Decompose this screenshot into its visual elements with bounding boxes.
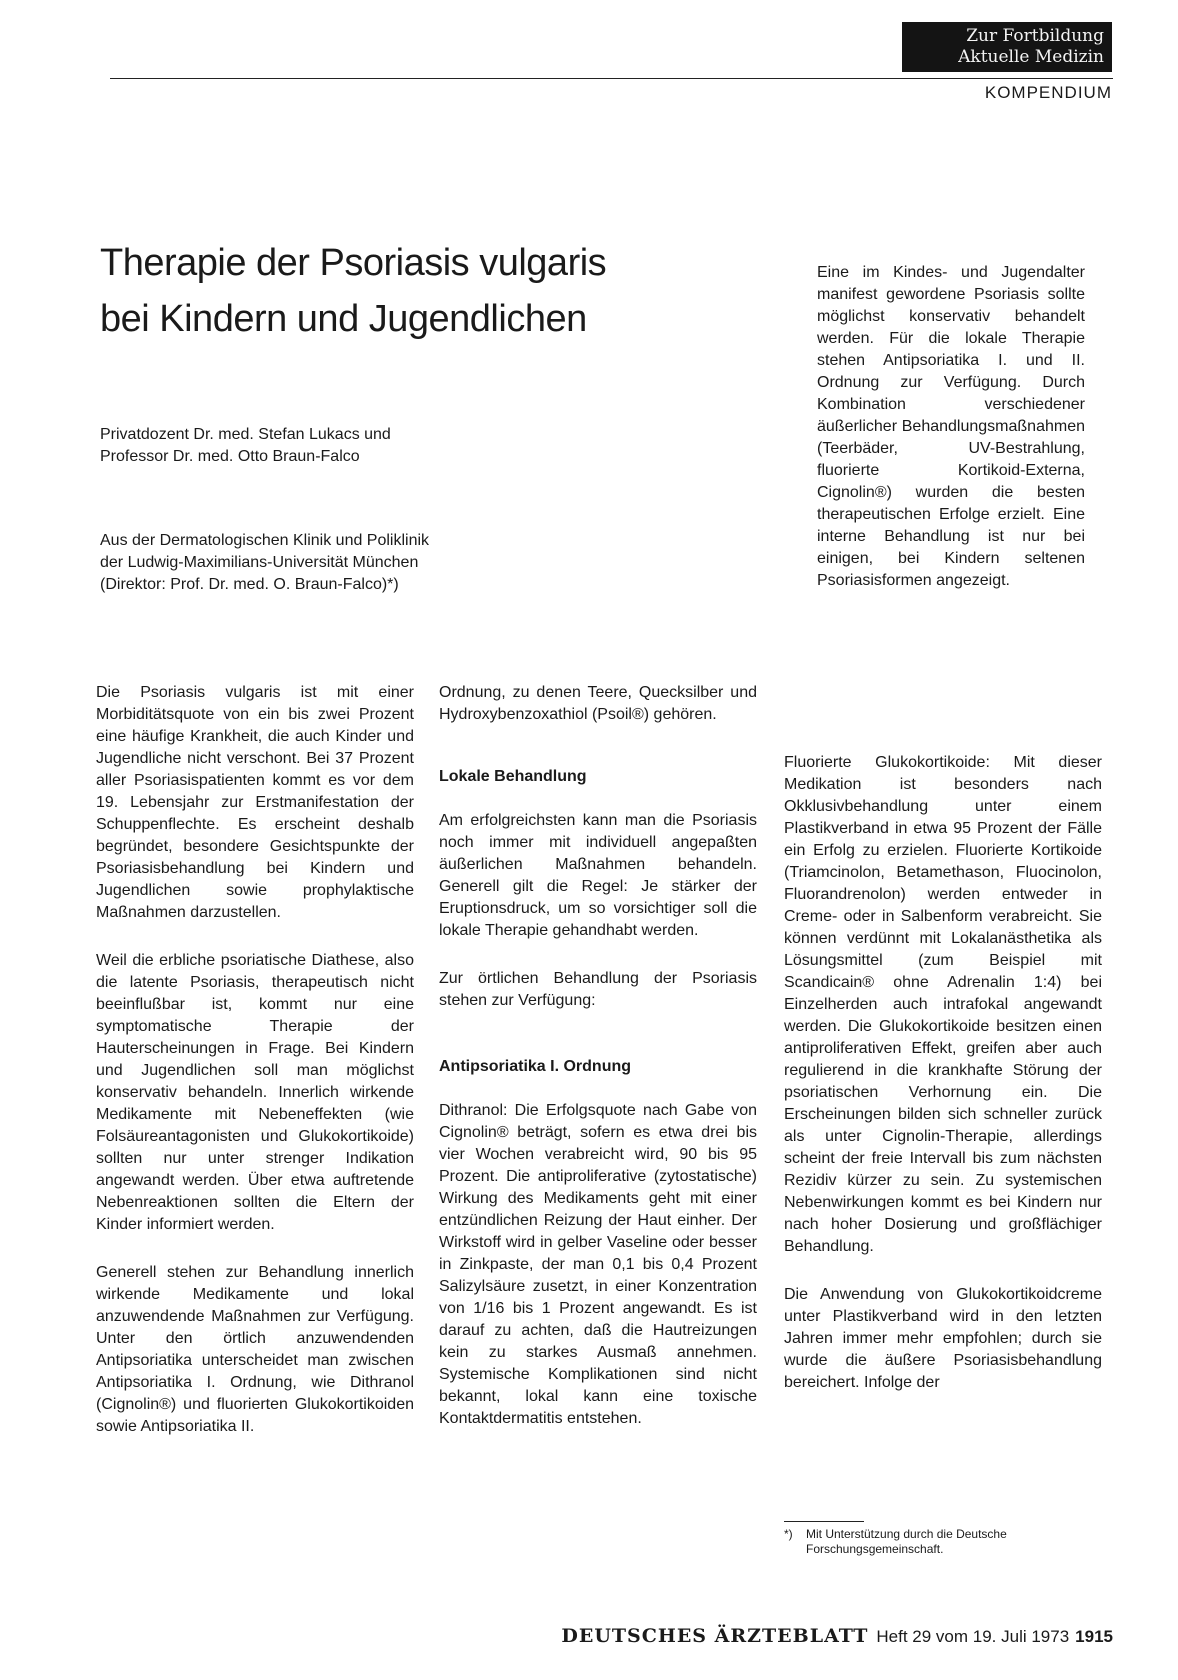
body-paragraph: Generell stehen zur Behandlung innerlich wirkende Medikamente und lokal anzuwendende Maßnahmen zur Verfügung. Unter den örtlich anzuwendenden Antipsoriatika unterscheidet man zwischen Antipsoriatika I. Ordnung, wie Dithranol (Cignolin®) und fluorierten Glukokortikoiden sowie Antipsoriatika II. <box>96 1264 414 1435</box>
author-line: Professor Dr. med. Otto Braun-Falco <box>100 448 360 465</box>
footnote-rule <box>784 1521 864 1522</box>
abstract: Eine im Kindes- und Jugendalter manifest gewordene Psoriasis sollte möglichst konservativ behandelt werden. Für die lokale Therapie stehen Antipsoriatika I. und II. Ordnung zur Verfügung. Durch Kombination verschiedener äußerlicher Behandlungsmaßnahmen (Teerbäder, UV-Bestrahlung, fluorierte Kortikoid-Externa, Cignolin®) wurden die besten therapeutischen Erfolge erzielt. Eine interne Behandlung ist nur bei einigen, bei Kindern seltenen Psoriasisformen angezeigt. <box>817 264 1085 589</box>
footnote-marker: *) <box>784 1527 793 1541</box>
body-paragraph: Die Anwendung von Glukokortikoidcreme unter Plastikverband wird in den letzten Jahren immer mehr empfohlen; durch sie wurde die äußere Psoriasisbehandlung bereichert. Infolge der <box>784 1286 1102 1391</box>
body-paragraph: Die Psoriasis vulgaris ist mit einer Morbiditätsquote von ein bis zwei Prozent eine häufige Krankheit, die auch Kinder und Jugendliche nicht verschont. Bei 37 Prozent aller Psoriasispatienten kommt es vor dem 19. Lebensjahr zur Erstmanifestation der Schuppenflechte. Es erscheint deshalb begründet, besondere Gesichtspunkte der Psoriasisbehandlung bei Kindern und Jugendlichen sowie prophylaktische Maßnahmen darzustellen. <box>96 684 414 921</box>
author-list <box>100 424 600 468</box>
section-heading: Lokale Behandlung <box>439 768 587 785</box>
body-column-3 <box>784 752 1102 1420</box>
affiliation <box>100 530 600 596</box>
body-paragraph: Fluorierte Glukokortikoide: Mit dieser Medikation ist besonders nach Okklusivbehandlung unter einem Plastikverband in etwa 95 Prozent der Fälle ein Erfolg zu erzielen. Fluorierte Kortikoide (Triamcinolon, Betamethason, Fluocinolon, Fluorandrenolon) werden entweder in Creme- oder in Salbenform verabreicht. Sie können verdünnt mit Lokalanästhetika als Lösungsmittel (zum Beispiel mit Scandicain® ohne Adrenalin 1:4) bei Einzelherden auch intrafokal angewandt werden. Die Glukokortikoide besitzen einen antiproliferativen Effekt, greifen aber auch regulierend in die krankhafte Störung der psoriatischen Verhornung ein. Die Erscheinungen bilden sich schneller zurück als unter Cignolin-Therapie, allerdings scheint der freie Intervall bis zum nächsten Rezidiv kürzer zu sein. Zu systemischen Nebenwirkungen kommt es bei Kindern nur nach hoher Dosierung und großflächiger Behandlung. <box>784 754 1102 1255</box>
body-paragraph: Dithranol: Die Erfolgsquote nach Gabe von Cignolin® beträgt, sofern es etwa drei bis vier Wochen verabreicht wird, 90 bis 95 Prozent. Die antiproliferative (zytostatische) Wirkung des Medikaments geht mit einer entzündlichen Reizung der Haut einher. Der Wirkstoff wird in gelber Vaseline oder besser in Zinkpaste, der man 0,1 bis 0,4 Prozent Salizylsäure zusetzt, in einer Konzentration von 1/16 bis 1 Prozent angewandt. Es ist darauf zu achten, daß die Hautreizungen kein zu starkes Ausmaß annehmen. Systemische Komplikationen sind nicht bekannt, lokal kann eine toxische Kontaktdermatitis entstehen. <box>439 1102 757 1427</box>
header-rule <box>110 78 1113 79</box>
body-column-2 <box>439 682 757 1456</box>
issue-info: Heft 29 vom 19. Juli 1973 <box>876 1627 1070 1646</box>
journal-name: DEUTSCHES ÄRZTEBLATT <box>561 1625 869 1647</box>
body-paragraph: Zur örtlichen Behandlung der Psoriasis stehen zur Verfügung: <box>439 970 757 1009</box>
body-column-1 <box>96 682 414 1464</box>
article-title <box>100 235 740 347</box>
page-footer <box>495 1625 1113 1647</box>
affiliation-line: (Direktor: Prof. Dr. med. O. Braun-Falco)*) <box>100 576 399 593</box>
footnote <box>784 1527 1104 1557</box>
body-paragraph: Am erfolgreichsten kann man die Psoriasis noch immer mit individuell angepaßten äußerlichen Maßnahmen behandeln. Generell gilt die Regel: Je stärker der Eruptionsdruck, um so vorsichtiger soll die lokale Therapie gehandhabt werden. <box>439 812 757 939</box>
article-title-line1: Therapie der Psoriasis vulgaris <box>100 242 607 284</box>
section-label-box <box>902 22 1112 72</box>
section-label-line1: Zur Fortbildung <box>966 26 1104 46</box>
footnote-text: Mit Unterstützung durch die Deutsche Forschungsgemeinschaft. <box>806 1527 1007 1556</box>
category-label: KOMPENDIUM <box>984 83 1112 102</box>
article-title-line2: bei Kindern und Jugendlichen <box>100 298 587 340</box>
affiliation-line: der Ludwig-Maximilians-Universität München <box>100 554 419 571</box>
section-heading: Antipsoriatika I. Ordnung <box>439 1058 632 1075</box>
page-number: 1915 <box>1075 1627 1113 1646</box>
section-label-line2: Aktuelle Medizin <box>958 47 1104 67</box>
body-paragraph: Weil die erbliche psoriatische Diathese, also die latente Psoriasis, therapeutisch nicht beeinflußbar ist, kommt nur eine symptomatische Therapie der Hauterscheinungen in Frage. Bei Kindern und Jugendlichen soll man möglichst konservativ behandeln. Innerlich wirkende Medikamente mit Nebeneffekten (wie Folsäureantagonisten und Glukokortikoide) sollten nur unter strenger Indikation angewandt werden. Über etwa auftretende Nebenreaktionen sollten die Eltern der Kinder informiert werden. <box>96 952 414 1233</box>
affiliation-line: Aus der Dermatologischen Klinik und Poliklinik <box>100 532 430 549</box>
body-paragraph: Ordnung, zu denen Teere, Quecksilber und Hydroxybenzoxathiol (Psoil®) gehören. <box>439 684 757 723</box>
author-line: Privatdozent Dr. med. Stefan Lukacs und <box>100 426 391 443</box>
